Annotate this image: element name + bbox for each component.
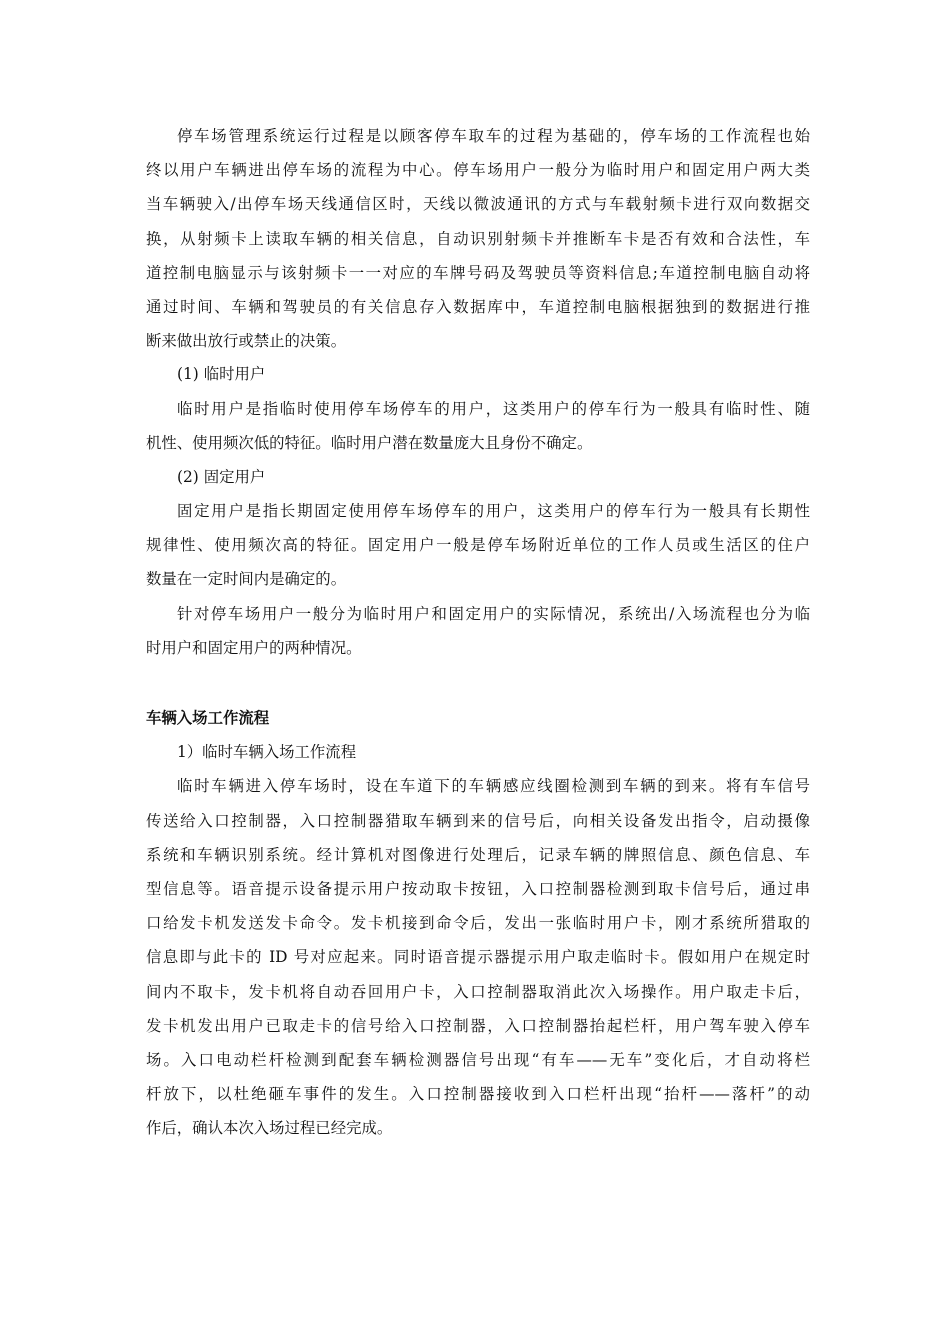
paragraph-line: 系统和车辆识别系统。经计算机对图像进行处理后，记录车辆的牌照信息、颜色信息、车 xyxy=(146,846,810,864)
paragraph-line: 换，从射频卡上读取车辆的相关信息，自动识别射频卡并推断车卡是否有效和合法性，车 xyxy=(146,230,810,248)
paragraph-line: 时用户和固定用户的两种情况。 xyxy=(146,639,362,657)
paragraph-line: 当车辆驶入/出停车场天线通信区时，天线以微波通讯的方式与车载射频卡进行双向数据交 xyxy=(146,195,810,213)
paragraph-line: 断来做出放行或禁止的决策。 xyxy=(146,332,347,350)
paragraph-line: 发卡机发出用户已取走卡的信号给入口控制器，入口控制器抬起栏杆，用户驾车驶入停车 xyxy=(146,1017,810,1035)
paragraph-line: 信息即与此卡的 ID 号对应起来。同时语音提示器提示用户取走临时卡。假如用户在规定时 xyxy=(146,948,810,966)
paragraph-line: 杆放下，以杜绝砸车事件的发生。入口控制器接收到入口栏杆出现“抬杆——落杆”的动 xyxy=(146,1085,810,1103)
paragraph-line: 型信息等。语音提示设备提示用户按动取卡按钮，入口控制器检测到取卡信号后，通过串 xyxy=(146,880,810,898)
paragraph-line: 终以用户车辆进出停车场的流程为中心。停车场用户一般分为临时用户和固定用户两大类 xyxy=(146,161,810,179)
list-item-heading: (2) 固定用户 xyxy=(177,468,266,486)
paragraph-line: 固定用户是指长期固定使用停车场停车的用户，这类用户的停车行为一般具有长期性 xyxy=(177,502,810,520)
paragraph-line: 传送给入口控制器，入口控制器猎取车辆到来的信号后，向相关设备发出指令，启动摄像 xyxy=(146,812,810,830)
paragraph-line: 通过时间、车辆和驾驶员的有关信息存入数据库中，车道控制电脑根据独到的数据进行推 xyxy=(146,298,810,316)
paragraph-line: 临时车辆进入停车场时，设在车道下的车辆感应线圈检测到车辆的到来。将有车信号 xyxy=(177,777,810,795)
paragraph-line: 场。入口电动栏杆检测到配套车辆检测器信号出现“有车——无车”变化后，才自动将栏 xyxy=(146,1051,810,1069)
section-heading: 车辆入场工作流程 xyxy=(146,709,270,727)
paragraph-line: 口给发卡机发送发卡命令。发卡机接到命令后，发出一张临时用户卡，刚才系统所猎取的 xyxy=(146,914,810,932)
paragraph-line: 数量在一定时间内是确定的。 xyxy=(146,570,347,588)
paragraph-line: 临时用户是指临时使用停车场停车的用户，这类用户的停车行为一般具有临时性、随 xyxy=(177,400,810,418)
paragraph-line: 道控制电脑显示与该射频卡一一对应的车牌号码及驾驶员等资料信息;车道控制电脑自动将 xyxy=(146,264,810,282)
paragraph-line: 间内不取卡，发卡机将自动吞回用户卡，入口控制器取消此次入场操作。用户取走卡后， xyxy=(146,983,810,1001)
list-item-heading: (1) 临时用户 xyxy=(177,365,266,383)
paragraph-line: 作后，确认本次入场过程已经完成。 xyxy=(146,1119,393,1137)
paragraph-line: 针对停车场用户一般分为临时用户和固定用户的实际情况，系统出/入场流程也分为临 xyxy=(177,605,810,623)
paragraph-line: 机性、使用频次低的特征。临时用户潜在数量庞大且身份不确定。 xyxy=(146,434,593,452)
subsection-heading: 1）临时车辆入场工作流程 xyxy=(177,743,357,761)
paragraph-line: 规律性、使用频次高的特征。固定用户一般是停车场附近单位的工作人员或生活区的住户 xyxy=(146,536,810,554)
paragraph-line: 停车场管理系统运行过程是以顾客停车取车的过程为基础的，停车场的工作流程也始 xyxy=(177,127,810,145)
